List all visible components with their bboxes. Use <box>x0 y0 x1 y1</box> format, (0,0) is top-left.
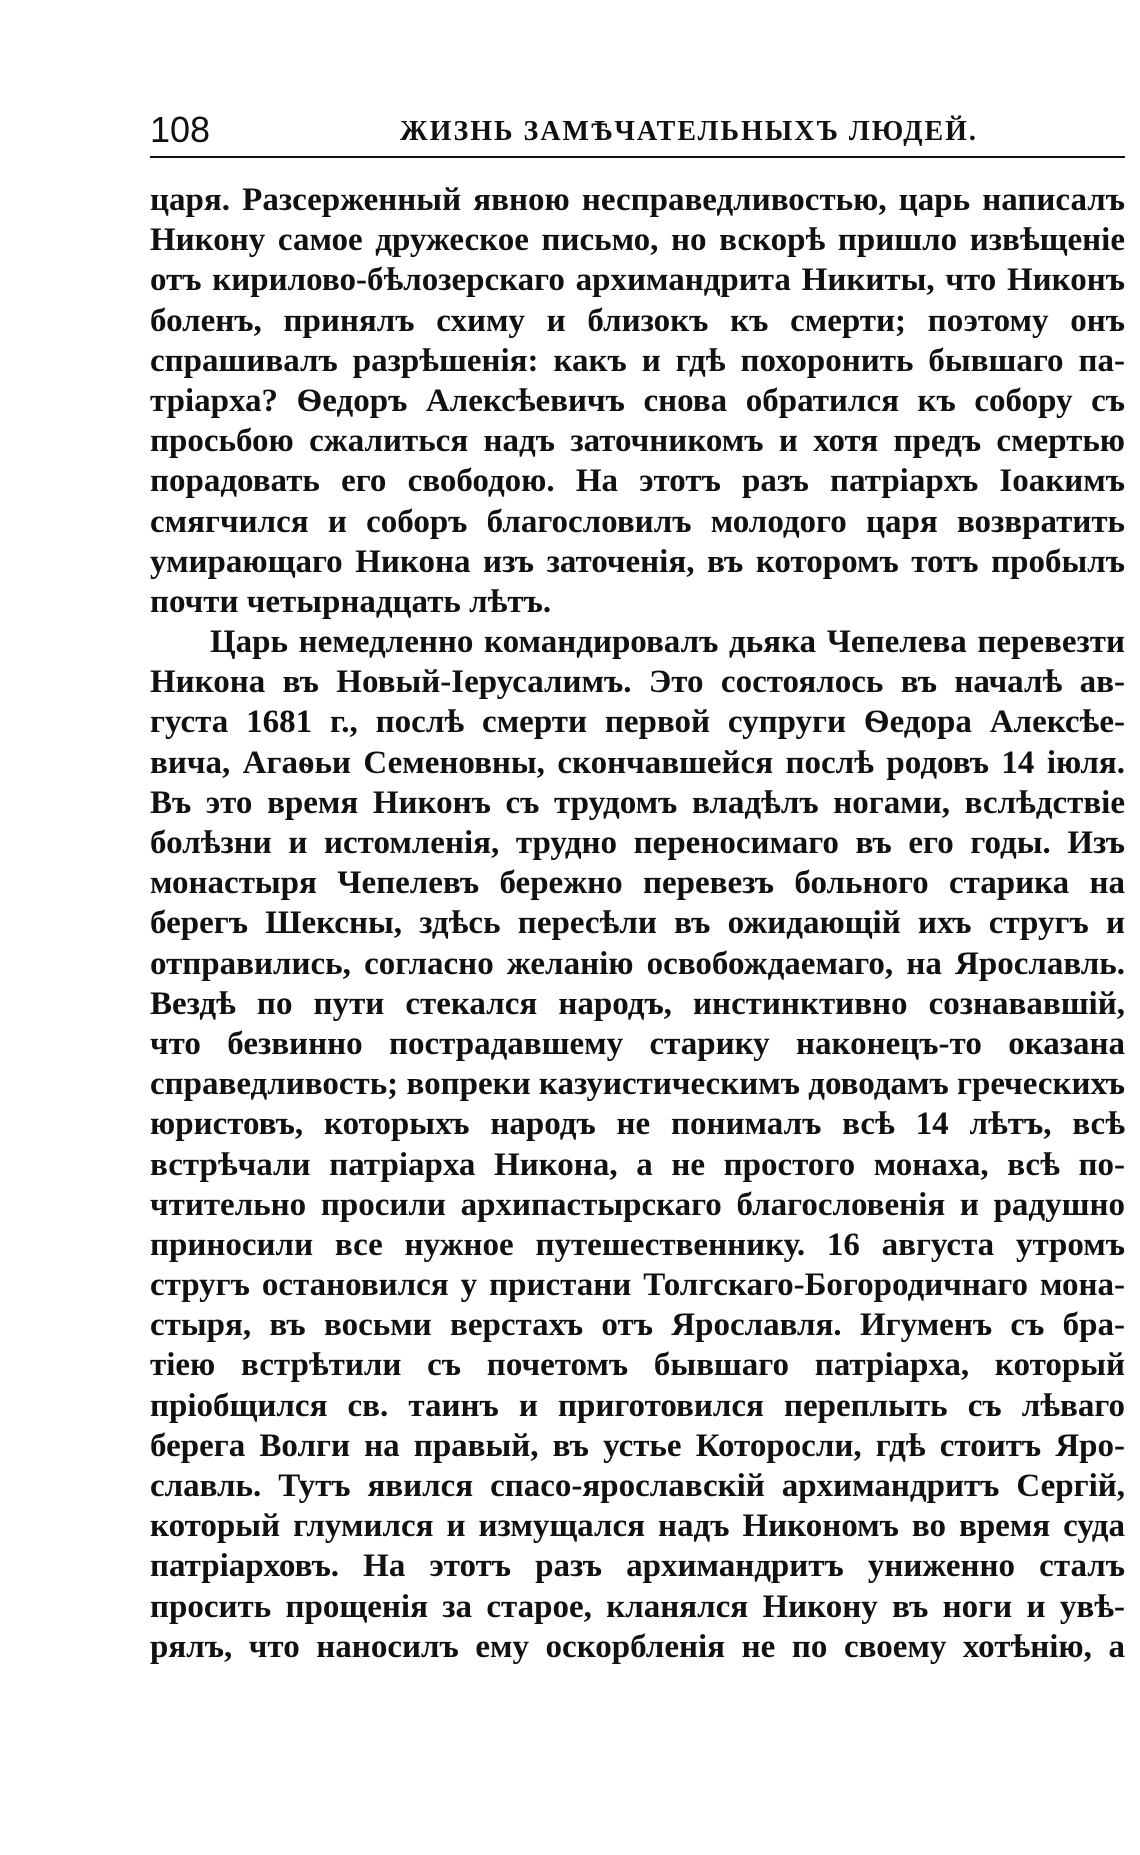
text-line: просьбою сжалиться надъ заточникомъ и хотя предъ смертью <box>150 423 1125 460</box>
text-line: вича, Агаѳьи Семеновны, скончавшейся послѣ родовъ 14 іюля. <box>150 744 1125 781</box>
text-line: тіею встрѣтили съ почетомъ бывшаго патріарха, который <box>150 1347 1125 1384</box>
text-line: Въ это время Никонъ съ трудомъ владѣлъ ногами, вслѣдствіе <box>150 784 1125 821</box>
text-line: царя. Разсерженный явною несправедливостью, царь написалъ <box>150 182 1125 218</box>
text-line: патріарховъ. На этотъ разъ архимандритъ униженно сталъ <box>150 1548 1125 1585</box>
running-title: ЖИЗНЬ ЗАМѢЧАТЕЛЬНЫХЪ ЛЮДЕЙ. <box>400 116 978 147</box>
text-line: болѣзни и истомленія, трудно переносимаго въ его годы. Изъ <box>150 825 1125 861</box>
text-line: что безвинно пострадавшему старику наконецъ-то оказана <box>150 1025 1125 1062</box>
text-line: Никону самое дружеское письмо, но вскорѣ пришло извѣщеніе <box>150 222 1125 259</box>
text-line: отправились, согласно желанію освобождаемаго, на Ярославль. <box>150 945 1125 982</box>
text-line: умирающаго Никона изъ заточенія, въ которомъ тотъ пробылъ <box>150 543 1125 580</box>
text-line: славль. Тутъ явился спасо-ярославскій архимандритъ Сергій, <box>150 1468 1125 1504</box>
text-line: чтительно просили архипастырскаго благословенія и радушно <box>150 1186 1125 1223</box>
text-line: пріобщился св. таинъ и приготовился переплыть съ лѣваго <box>150 1387 1125 1424</box>
text-line: Никона въ Новый-Іерусалимъ. Это состоялось въ началѣ ав- <box>150 664 1125 701</box>
text-line: боленъ, принялъ схиму и близокъ къ смерти; поэтому онъ <box>150 302 1125 339</box>
text-line: рялъ, что наносилъ ему оскорбленія не по своему хотѣнію, а <box>150 1628 1125 1665</box>
page-number: 108 <box>150 109 211 150</box>
text-line: Царь немедленно командировалъ дьяка Чепелева перевезти <box>210 624 1125 661</box>
paragraph <box>150 622 1125 1667</box>
text-line: просить прощенія за старое, кланялся Никону въ ноги и увѣ- <box>150 1588 1125 1625</box>
text-line: стругъ остановился у пристани Толгскаго-Богородичнаго мона- <box>150 1267 1125 1304</box>
text-line: юристовъ, которыхъ народъ не понималъ всѣ 14 лѣтъ, всѣ <box>150 1106 1125 1143</box>
text-line: справедливость; вопреки казуистическимъ доводамъ греческихъ <box>150 1066 1125 1103</box>
text-line: берега Волги на правый, въ устье Которосли, гдѣ стоитъ Яро- <box>150 1427 1125 1464</box>
text-line: отъ кирилово-бѣлозерскаго архимандрита Никиты, что Никонъ <box>150 262 1125 299</box>
text-line: почти четырнадцать лѣтъ. <box>150 583 552 620</box>
running-head <box>150 108 1125 158</box>
text-line: густа 1681 г., послѣ смерти первой супруги Ѳедора Алексѣе- <box>150 704 1125 741</box>
body-text <box>150 180 1125 1667</box>
text-line: Вездѣ по пути стекался народъ, инстинктивно сознававшій, <box>150 985 1125 1022</box>
text-line: встрѣчали патріарха Никона, а не простого монаха, всѣ по- <box>150 1146 1125 1183</box>
text-line: монастыря Чепелевъ бережно перевезъ больного старика на <box>150 865 1125 902</box>
text-line: спрашивалъ разрѣшенія: какъ и гдѣ похоронить бывшаго па- <box>150 342 1125 379</box>
book-page <box>150 108 1125 1667</box>
text-line: стыря, въ восьми верстахъ отъ Ярославля. Игуменъ съ бра- <box>150 1307 1125 1344</box>
text-line: приносили все нужное путешественнику. 16 августа утромъ <box>150 1226 1125 1263</box>
text-line: берегъ Шексны, здѣсь пересѣли въ ожидающій ихъ стругъ и <box>150 905 1125 942</box>
text-line: который глумился и измущался надъ Никономъ во время суда <box>150 1508 1125 1545</box>
text-line: порадовать его свободою. На этотъ разъ патріархъ Іоакимъ <box>150 463 1125 500</box>
text-line: тріарха? Ѳедоръ Алексѣевичъ снова обратился къ собору съ <box>150 382 1125 419</box>
paragraph <box>150 180 1125 622</box>
text-line: смягчился и соборъ благословилъ молодого царя возвратить <box>150 503 1125 540</box>
